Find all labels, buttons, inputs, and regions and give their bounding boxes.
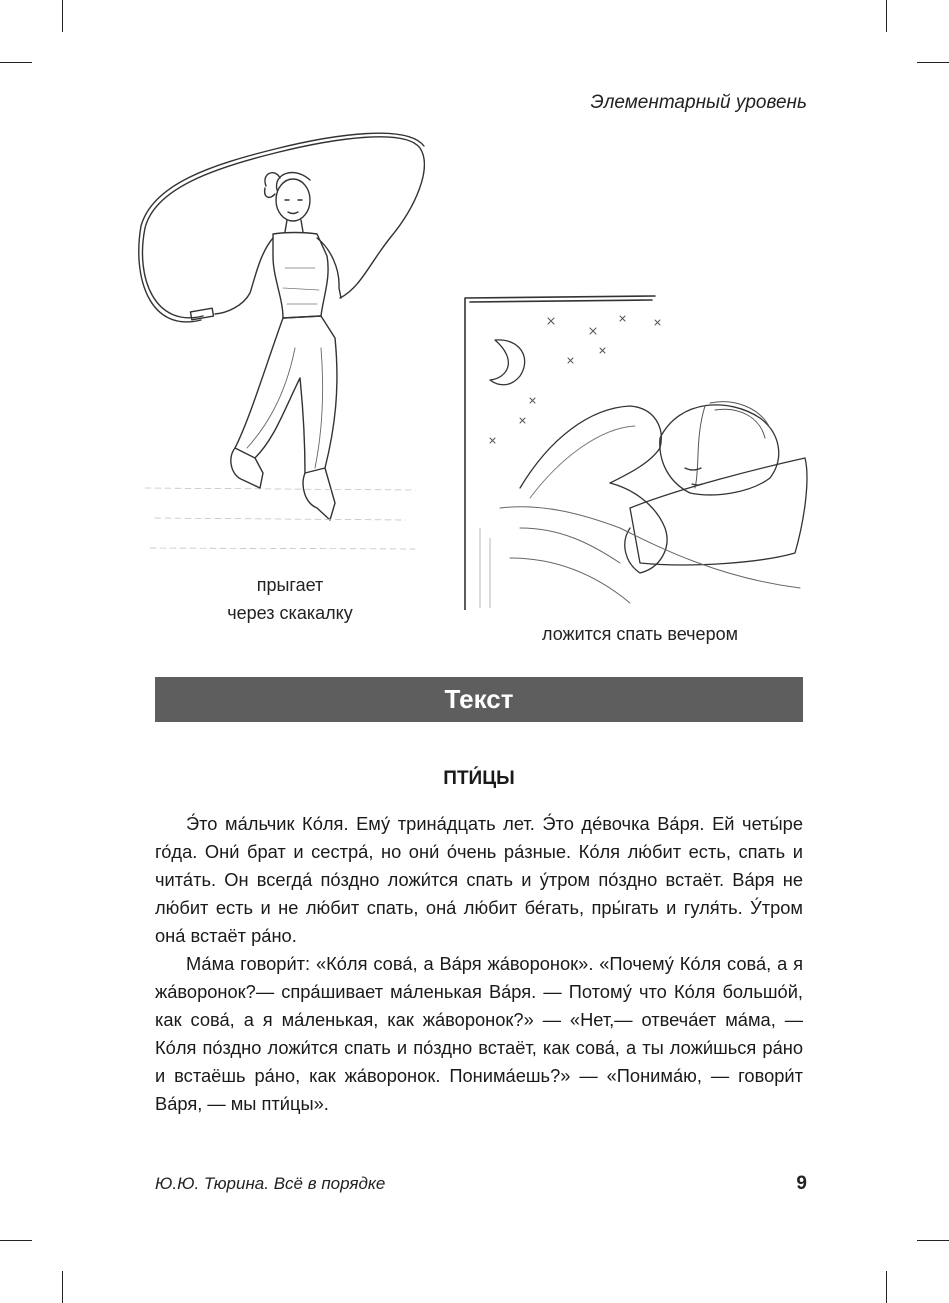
crop-mark [886, 1271, 887, 1303]
paragraph: Ма́ма говори́т: «Ко́ля сова́, а Ва́ря жа́воронок». «Почему́ Ко́ля сова́, а я жа́воронок?— спра́шивает ма́ленькая Ва́ря. — Потому́ что Ко́ля большо́й, как сова́, а я ма́ленькая, как жа́воронок?» — «Нет,— отвеча́ет ма́ма, — Ко́ля по́здно ложи́тся спать и по́здно встаёт, как сова́, а ты ложи́шься ра́но и встаёшь ра́но, как жа́воронок. Понима́ешь?» — «Понима́ю, — говори́т Ва́ря, — мы пти́цы». [155, 953, 803, 1114]
crop-mark [917, 62, 949, 63]
caption-jump-line1: прыгает [256, 575, 324, 595]
caption-jump-line2: через скакалку [227, 603, 353, 623]
crop-mark [62, 1271, 63, 1303]
text-title: ПТИ́ЦЫ [443, 768, 515, 789]
girl-sleeping-drawing [460, 288, 818, 610]
paragraph: Э́то ма́льчик Ко́ля. Ему́ трина́дцать лет. Э́то де́вочка Ва́ря. Ей четы́ре го́да. Они́ брат и сестра́, но они́ о́чень ра́зные. Ко́ля лю́бит есть, спать и чита́ть. Он всегда́ по́здно ложи́тся спать и у́тром по́здно встаёт. Ва́ря не лю́бит есть и не лю́бит спать, она́ лю́бит бе́гать, пры́гать и гуля́ть. У́тром она́ встаёт ра́но. [155, 813, 803, 946]
page-number: 9 [796, 1173, 807, 1194]
crop-mark [62, 0, 63, 32]
girl-jumping-rope-drawing [135, 128, 425, 558]
crop-mark [917, 1240, 949, 1241]
crop-mark [886, 0, 887, 32]
caption-jump-rope [190, 571, 390, 627]
running-title: Элементарный уровень [590, 92, 807, 113]
crop-mark [0, 1240, 32, 1241]
text-body [155, 810, 803, 1118]
crop-mark [0, 62, 32, 63]
footer-book-title: Ю.Ю. Тюрина. Всё в порядке [155, 1174, 386, 1193]
caption-sleep: ложится спать вечером [542, 624, 738, 644]
section-banner: Текст [155, 677, 803, 722]
